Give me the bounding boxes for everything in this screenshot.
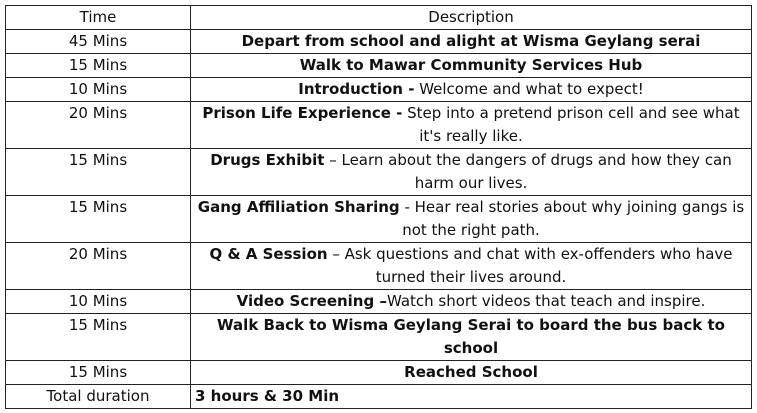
- time-header: Time: [6, 6, 191, 30]
- activity-title: Q & A Session: [209, 245, 328, 263]
- activity-detail: Welcome and what to expect!: [414, 80, 644, 98]
- activity-title: Video Screening –: [236, 292, 387, 310]
- activity-detail: – Ask questions and chat with ex-offenders who have turned their lives around.: [327, 245, 733, 286]
- row-time: 20 Mins: [6, 243, 191, 290]
- table-row: [6, 54, 752, 78]
- table-row: [6, 314, 752, 361]
- activity-title: Introduction -: [298, 80, 415, 98]
- row-time: 15 Mins: [6, 149, 191, 196]
- row-time: 10 Mins: [6, 290, 191, 314]
- row-time: 20 Mins: [6, 102, 191, 149]
- row-description: [191, 149, 752, 196]
- row-time: 15 Mins: [6, 314, 191, 361]
- activity-title: Drugs Exhibit: [210, 151, 325, 169]
- row-time: 45 Mins: [6, 30, 191, 54]
- row-description: [191, 196, 752, 243]
- row-description: [191, 361, 752, 385]
- activity-detail: Watch short videos that teach and inspire.: [386, 292, 706, 310]
- table-row: [6, 196, 752, 243]
- row-time: 15 Mins: [6, 196, 191, 243]
- activity-detail: - Hear real stories about why joining gangs is not the right path.: [399, 198, 745, 239]
- activity-title: Reached School: [404, 363, 538, 381]
- table-row: [6, 149, 752, 196]
- activity-title: Walk to Mawar Community Services Hub: [299, 56, 643, 74]
- table-row: [6, 78, 752, 102]
- row-description: [191, 30, 752, 54]
- table-row: [6, 30, 752, 54]
- table-row: [6, 361, 752, 385]
- activity-detail: – Learn about the dangers of drugs and how they can harm our lives.: [324, 151, 732, 192]
- activity-title: Depart from school and alight at Wisma Geylang serai: [241, 32, 701, 50]
- row-time: 15 Mins: [6, 361, 191, 385]
- description-header: Description: [191, 6, 752, 30]
- total-row: [6, 385, 752, 409]
- row-description: [191, 243, 752, 290]
- row-description: [191, 314, 752, 361]
- total-label: Total duration: [6, 385, 191, 409]
- activity-detail: Step into a pretend prison cell and see what it's really like.: [402, 104, 740, 145]
- row-description: [191, 78, 752, 102]
- row-description: [191, 102, 752, 149]
- row-time: 15 Mins: [6, 54, 191, 78]
- row-description: [191, 290, 752, 314]
- row-time: 10 Mins: [6, 78, 191, 102]
- header-row: [6, 6, 752, 30]
- activity-title: Prison Life Experience -: [202, 104, 403, 122]
- table-row: [6, 290, 752, 314]
- table-row: [6, 102, 752, 149]
- schedule-table: [5, 5, 752, 409]
- row-description: [191, 54, 752, 78]
- table-row: [6, 243, 752, 290]
- total-value: 3 hours & 30 Min: [191, 385, 752, 409]
- activity-title: Gang Affiliation Sharing: [197, 198, 400, 216]
- activity-title: Walk Back to Wisma Geylang Serai to board the bus back to school: [217, 316, 725, 357]
